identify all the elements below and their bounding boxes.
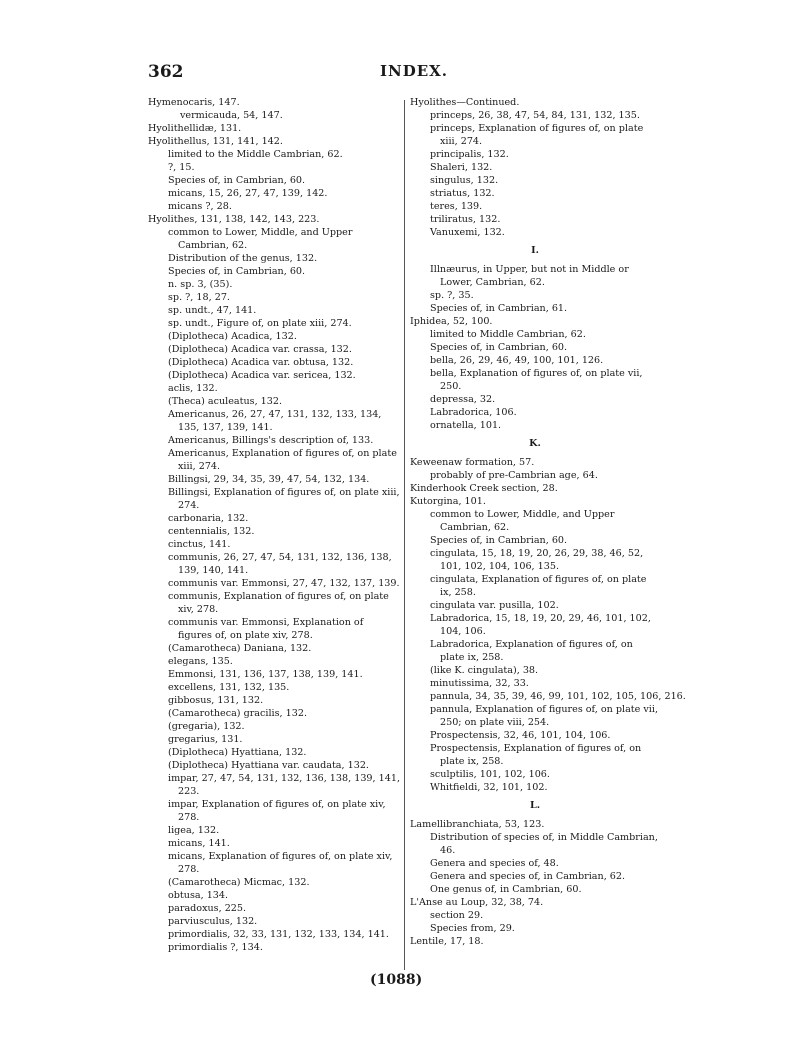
section-letter: I. (531, 245, 539, 256)
index-subentry: micans ?, 28. (168, 201, 232, 212)
index-subentry: section 29. (430, 910, 484, 921)
index-subentry: One genus of, in Cambrian, 60. (430, 884, 582, 895)
index-subentry: sculptilis, 101, 102, 106. (430, 769, 550, 780)
index-subentry: (Diplotheca) Acadica var. obtusa, 132. (168, 357, 354, 368)
index-entry: Lentile, 17, 18. (410, 936, 484, 947)
index-column-right (410, 96, 686, 948)
index-subentry: parviusculus, 132. (168, 916, 258, 927)
index-subentry: limited to Middle Cambrian, 62. (430, 329, 586, 340)
index-subentry: Species of, in Cambrian, 60. (168, 266, 306, 277)
index-subentry: princeps, 26, 38, 47, 54, 84, 131, 132, 135. (430, 110, 640, 121)
printer-signature: (1088) (370, 972, 423, 988)
index-subentry: cinctus, 141. (168, 539, 231, 550)
index-subentry: (Theca) aculeatus, 132. (168, 396, 283, 407)
index-subentry: (Camarotheca) Daniana, 132. (168, 643, 312, 654)
index-subentry: sp. undt., 47, 141. (168, 305, 257, 316)
index-column-left (148, 96, 400, 954)
index-entry: Lamellibranchiata, 53, 123. (410, 819, 545, 830)
index-subentry: elegans, 135. (168, 656, 233, 667)
index-subentry: ornatella, 101. (430, 420, 502, 431)
index-entry: L'Anse au Loup, 32, 38, 74. (410, 897, 544, 908)
index-entry: Keweenaw formation, 57. (410, 457, 535, 468)
index-subentry: bella, Explanation of figures of, on plate vii, 250. (430, 368, 643, 392)
index-entry: Kinderhook Creek section, 28. (410, 483, 558, 494)
index-subentry: paradoxus, 225. (168, 903, 247, 914)
index-subentry: centennialis, 132. (168, 526, 255, 537)
index-subentry: Whitfieldi, 32, 101, 102. (430, 782, 548, 793)
index-subentry: Billingsi, 29, 34, 35, 39, 47, 54, 132, 134. (168, 474, 370, 485)
index-subentry: Species of, in Cambrian, 60. (168, 175, 306, 186)
index-subentry: ?, 15. (168, 162, 195, 173)
index-subentry: Genera and species of, 48. (430, 858, 559, 869)
page-number: 362 (148, 62, 184, 82)
index-subentry: Prospectensis, Explanation of figures of, on plate ix, 258. (430, 743, 642, 767)
column-divider (404, 100, 405, 970)
index-entry: Hyolithes—Continued. (410, 97, 520, 108)
index-subentry: minutissima, 32, 33. (430, 678, 529, 689)
index-subentry: pannula, 34, 35, 39, 46, 99, 101, 102, 105, 106, 216. (430, 691, 686, 702)
index-subentry: obtusa, 134. (168, 890, 229, 901)
page-header (148, 62, 648, 84)
index-subentry: cingulata, 15, 18, 19, 20, 26, 29, 38, 46, 52, 101, 102, 104, 106, 135. (430, 548, 644, 572)
index-subentry: aclis, 132. (168, 383, 218, 394)
index-subentry: Species of, in Cambrian, 60. (430, 535, 568, 546)
index-entry: Hyolithes, 131, 138, 142, 143, 223. (148, 214, 320, 225)
index-subentry: (Diplotheca) Acadica, 132. (168, 331, 297, 342)
index-subentry: Labradorica, 106. (430, 407, 517, 418)
index-entry: Kutorgina, 101. (410, 496, 486, 507)
index-subentry: gibbosus, 131, 132. (168, 695, 264, 706)
index-subentry: princeps, Explanation of figures of, on plate xiii, 274. (430, 123, 644, 147)
index-subentry: communis, 26, 27, 47, 54, 131, 132, 136, 138, 139, 140, 141. (168, 552, 392, 576)
index-subentry: striatus, 132. (430, 188, 495, 199)
index-subentry: micans, Explanation of figures of, on plate xiv, 278. (168, 851, 393, 875)
index-subentry: Species of, in Cambrian, 61. (430, 303, 568, 314)
index-subentry: Americanus, 26, 27, 47, 131, 132, 133, 134, 135, 137, 139, 141. (168, 409, 382, 433)
index-subentry: depressa, 32. (430, 394, 496, 405)
index-subentry: excellens, 131, 132, 135. (168, 682, 290, 693)
index-subentry: common to Lower, Middle, and Upper Cambrian, 62. (168, 227, 353, 251)
index-subentry: (Diplotheca) Acadica var. sericea, 132. (168, 370, 356, 381)
index-subentry: cingulata, Explanation of figures of, on plate ix, 258. (430, 574, 647, 598)
index-subentry: (gregaria), 132. (168, 721, 245, 732)
index-subentry: Billingsi, Explanation of figures of, on plate xiii, 274. (168, 487, 400, 511)
index-subentry: Labradorica, Explanation of figures of, on plate ix, 258. (430, 639, 633, 663)
index-subentry: limited to the Middle Cambrian, 62. (168, 149, 343, 160)
index-subentry: Distribution of the genus, 132. (168, 253, 318, 264)
index-subentry: micans, 141. (168, 838, 230, 849)
index-subentry: Species of, in Cambrian, 60. (430, 342, 568, 353)
index-subentry: n. sp. 3, (35). (168, 279, 233, 290)
section-letter: K. (529, 438, 541, 449)
page-title: INDEX. (380, 62, 449, 80)
index-entry: Iphidea, 52, 100. (410, 316, 493, 327)
index-subentry: impar, 27, 47, 54, 131, 132, 136, 138, 139, 141, 223. (168, 773, 400, 797)
index-subentry: (like K. cingulata), 38. (430, 665, 539, 676)
index-entry: Illnæurus, in Upper, but not in Middle or Lower, Cambrian, 62. (430, 264, 629, 288)
index-subentry: ligea, 132. (168, 825, 220, 836)
index-subentry: pannula, Explanation of figures of, on plate vii, 250; on plate viii, 254. (430, 704, 658, 728)
index-subentry: sp. ?, 35. (430, 290, 474, 301)
index-subentry: communis, Explanation of figures of, on plate xiv, 278. (168, 591, 389, 615)
index-subentry: (Camarotheca) gracilis, 132. (168, 708, 307, 719)
index-subentry: Genera and species of, in Cambrian, 62. (430, 871, 626, 882)
index-subentry: communis var. Emmonsi, Explanation of figures of, on plate xiv, 278. (168, 617, 364, 641)
index-subentry: Shaleri, 132. (430, 162, 493, 173)
index-subentry: Emmonsi, 131, 136, 137, 138, 139, 141. (168, 669, 363, 680)
index-subentry: singulus, 132. (430, 175, 499, 186)
index-subentry: common to Lower, Middle, and Upper Cambrian, 62. (430, 509, 615, 533)
index-subentry: Vanuxemi, 132. (430, 227, 505, 238)
index-subentry: (Diplotheca) Hyattiana, 132. (168, 747, 307, 758)
index-subentry: primordialis, 32, 33, 131, 132, 133, 134, 141. (168, 929, 389, 940)
index-subentry: Distribution of species of, in Middle Cambrian, 46. (430, 832, 658, 856)
index-subentry: (Diplotheca) Hyattiana var. caudata, 132. (168, 760, 369, 771)
index-subentry: gregarius, 131. (168, 734, 243, 745)
index-subentry: communis var. Emmonsi, 27, 47, 132, 137, 139. (168, 578, 400, 589)
index-subentry: vermicauda, 54, 147. (180, 110, 283, 121)
index-entry: Hyolithellidæ, 131. (148, 123, 242, 134)
index-subentry: Prospectensis, 32, 46, 101, 104, 106. (430, 730, 611, 741)
index-subentry: (Diplotheca) Acadica var. crassa, 132. (168, 344, 352, 355)
index-subentry: principalis, 132. (430, 149, 509, 160)
index-subentry: Labradorica, 15, 18, 19, 20, 29, 46, 101, 102, 104, 106. (430, 613, 651, 637)
index-subentry: sp. ?, 18, 27. (168, 292, 230, 303)
index-subentry: carbonaria, 132. (168, 513, 249, 524)
index-subentry: bella, 26, 29, 46, 49, 100, 101, 126. (430, 355, 604, 366)
index-subentry: teres, 139. (430, 201, 483, 212)
index-subentry: triliratus, 132. (430, 214, 501, 225)
index-subentry: impar, Explanation of figures of, on plate xiv, 278. (168, 799, 386, 823)
index-subentry: probably of pre-Cambrian age, 64. (430, 470, 598, 481)
index-subentry: cingulata var. pusilla, 102. (430, 600, 559, 611)
index-subentry: (Camarotheca) Micmac, 132. (168, 877, 310, 888)
index-subentry: sp. undt., Figure of, on plate xiii, 274. (168, 318, 352, 329)
index-subentry: Species from, 29. (430, 923, 515, 934)
index-entry: Hymenocaris, 147. (148, 97, 240, 108)
index-subentry: Americanus, Explanation of figures of, on plate xiii, 274. (168, 448, 397, 472)
section-letter: L. (529, 800, 541, 811)
index-subentry: primordialis ?, 134. (168, 942, 263, 953)
index-subentry: Americanus, Billings's description of, 133. (168, 435, 374, 446)
index-subentry: micans, 15, 26, 27, 47, 139, 142. (168, 188, 328, 199)
index-entry: Hyolithellus, 131, 141, 142. (148, 136, 283, 147)
